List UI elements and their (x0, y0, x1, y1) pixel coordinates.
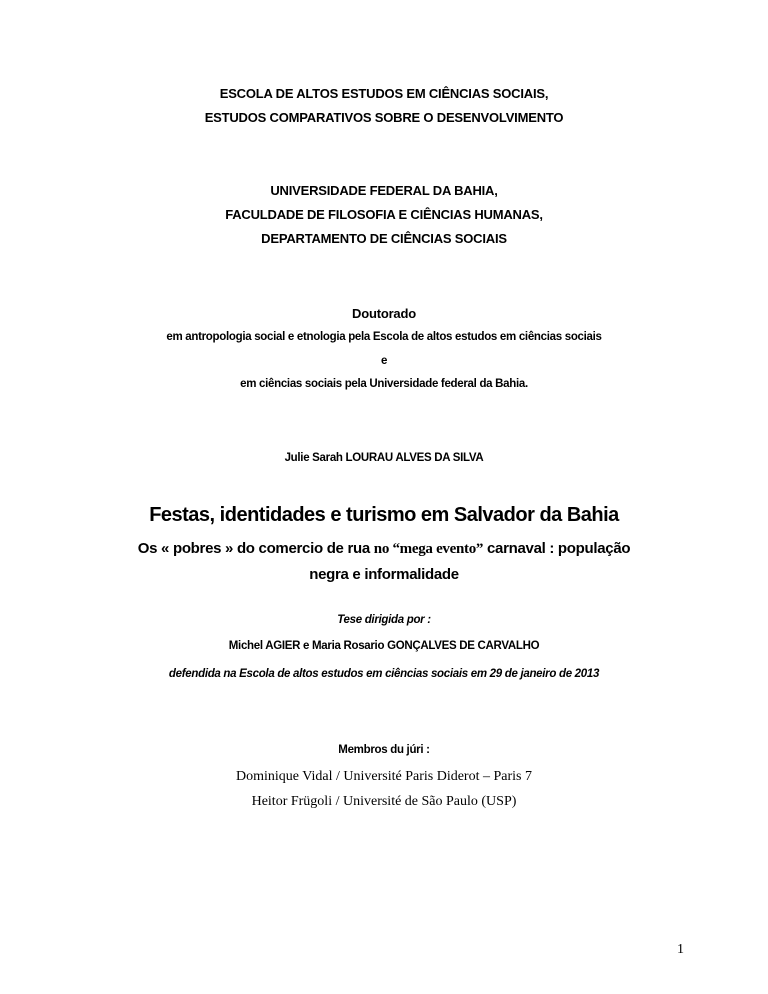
institution-ufba-line1: UNIVERSIDADE FEDERAL DA BAHIA, (270, 183, 498, 198)
degree-line1: em antropologia social e etnologia pela Escola de altos estudos em ciências sociais (166, 331, 602, 343)
page-number: 1 (677, 942, 684, 957)
institution-ufba-line3: DEPARTAMENTO DE CIÊNCIAS SOCIAIS (261, 231, 507, 246)
subtitle-part2: no “mega evento” (373, 541, 484, 557)
defense-info: defendida na Escola de altos estudos em ciências sociais em 29 de janeiro de 2013 (168, 668, 600, 680)
thesis-title: Festas, identidades e turismo em Salvador da Bahia (149, 504, 619, 526)
subtitle-part1: Os « pobres » do comercio de rua (137, 540, 374, 557)
institution-ufba-line2: FACULDADE DE FILOSOFIA E CIÊNCIAS HUMANAS, (225, 207, 543, 222)
thesis-subtitle (0, 540, 768, 558)
thesis-subtitle-line2: negra e informalidade (309, 566, 459, 583)
jury-member: Heitor Frügoli / Université de São Paulo (USP) (251, 794, 517, 809)
degree-conjunction: e (380, 355, 388, 367)
institution-ehess-line2: ESTUDOS COMPARATIVOS SOBRE O DESENVOLVIMENTO (204, 110, 564, 125)
institution-ehess-line1: ESCOLA DE ALTOS ESTUDOS EM CIÊNCIAS SOCIAIS, (219, 86, 549, 101)
supervision-label: Tese dirigida por : (337, 614, 431, 626)
degree-heading: Doutorado (352, 306, 416, 321)
author-name: Julie Sarah LOURAU ALVES DA SILVA (284, 452, 484, 464)
supervisors: Michel AGIER e Maria Rosario GONÇALVES DE CARVALHO (228, 640, 540, 652)
jury-heading: Membros du júri : (338, 744, 430, 756)
degree-line2: em ciências sociais pela Universidade federal da Bahia. (240, 378, 528, 390)
jury-member: Dominique Vidal / Université Paris Diderot – Paris 7 (236, 769, 532, 784)
subtitle-part3: carnaval : população (483, 540, 631, 557)
